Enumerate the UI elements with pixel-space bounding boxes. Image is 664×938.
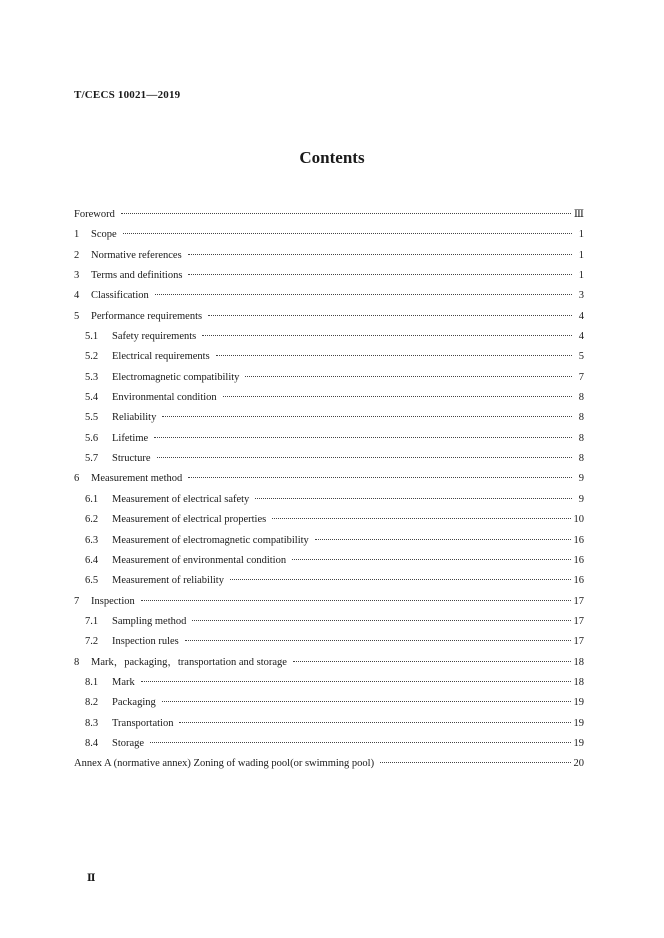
toc-entry[interactable] [74, 327, 584, 347]
toc-entry-number: 6.1 [85, 493, 99, 505]
page-number: Ⅱ [87, 873, 96, 884]
dot-leader [179, 722, 570, 723]
toc-entry-title: Reliability [112, 412, 157, 424]
table-of-contents [74, 205, 584, 775]
dot-leader [272, 518, 570, 519]
dot-leader [208, 315, 572, 316]
toc-entry-number: 8.2 [85, 697, 99, 709]
toc-entry-number: 2 [74, 249, 80, 261]
toc-entry-number: 5.5 [85, 412, 99, 424]
toc-entry[interactable] [74, 368, 584, 388]
toc-entry[interactable] [74, 490, 584, 510]
toc-entry-title: Structure [112, 453, 151, 465]
toc-entry-page: 19 [573, 737, 584, 749]
dot-leader [154, 437, 572, 438]
toc-entry-page: 9 [578, 493, 584, 505]
toc-entry[interactable] [74, 551, 584, 571]
dot-leader [216, 355, 572, 356]
toc-entry-page: 8 [578, 412, 584, 424]
toc-entry[interactable] [74, 307, 584, 327]
toc-entry-number: 8.3 [85, 717, 99, 729]
toc-entry-page: 1 [578, 229, 584, 241]
toc-entry[interactable] [74, 653, 584, 673]
dot-leader [121, 213, 571, 214]
toc-entry[interactable] [74, 612, 584, 632]
toc-entry-title: Terms and definitions [91, 270, 183, 282]
dot-leader [162, 416, 572, 417]
dot-leader [150, 742, 570, 743]
dot-leader [202, 335, 572, 336]
toc-entry-page: 7 [578, 371, 584, 383]
toc-entry[interactable] [74, 347, 584, 367]
toc-entry-title: Electrical requirements [112, 351, 210, 363]
toc-entry-page: 19 [573, 697, 584, 709]
toc-entry-number: 8 [74, 656, 80, 668]
toc-entry-title: Sampling method [112, 615, 187, 627]
dot-leader [123, 233, 572, 234]
dot-leader [141, 681, 571, 682]
toc-entry[interactable] [74, 266, 584, 286]
toc-entry-number: 8.1 [85, 676, 99, 688]
toc-entry-page: 18 [573, 676, 584, 688]
toc-entry-page: 18 [573, 656, 584, 668]
dot-leader [245, 376, 572, 377]
toc-entry-number: 4 [74, 290, 80, 302]
toc-entry-page: 1 [578, 249, 584, 261]
toc-entry-title: Environmental condition [112, 392, 217, 404]
toc-entry-number: 5 [74, 310, 80, 322]
toc-entry-page: 8 [578, 453, 584, 465]
dot-leader [192, 620, 570, 621]
dot-leader [188, 254, 572, 255]
toc-entry[interactable] [74, 632, 584, 652]
toc-entry[interactable] [74, 388, 584, 408]
toc-entry-title: Mark，packaging，transportation and storage [91, 656, 287, 668]
dot-leader [157, 457, 573, 458]
toc-entry-number: 6.2 [85, 514, 99, 526]
toc-entry-page: 10 [573, 514, 584, 526]
toc-entry-title: Measurement of electrical safety [112, 493, 250, 505]
toc-entry[interactable] [74, 469, 584, 489]
toc-entry-page: Ⅲ [573, 209, 584, 220]
toc-entry-title: Measurement method [91, 473, 183, 485]
toc-entry-title: Inspection rules [112, 636, 179, 648]
toc-entry[interactable] [74, 531, 584, 551]
dot-leader [315, 539, 571, 540]
toc-entry-number: 5.3 [85, 371, 99, 383]
toc-entry-page: 5 [578, 351, 584, 363]
toc-entry-number: 5.7 [85, 453, 99, 465]
document-code: T/CECS 10021—2019 [74, 89, 181, 101]
toc-entry-number: 6.3 [85, 534, 99, 546]
toc-entry-page: 9 [578, 473, 584, 485]
toc-entry-number: 5.6 [85, 432, 99, 444]
dot-leader [185, 640, 571, 641]
dot-leader [162, 701, 571, 702]
toc-entry-number: 6.4 [85, 554, 99, 566]
toc-entry-title: Measurement of electromagnetic compatibility [112, 534, 309, 546]
toc-entry[interactable] [74, 225, 584, 245]
toc-entry-number: 7.1 [85, 615, 99, 627]
toc-entry-page: 17 [573, 636, 584, 648]
toc-entry-page: 1 [578, 270, 584, 282]
toc-entry[interactable] [74, 592, 584, 612]
toc-entry-title: Packaging [112, 697, 156, 709]
toc-entry-number: 5.4 [85, 392, 99, 404]
toc-entry-number: 1 [74, 229, 80, 241]
toc-entry-title: Foreword [74, 209, 115, 220]
dot-leader [188, 274, 572, 275]
toc-entry-page: 8 [578, 392, 584, 404]
toc-entry-title: Classification [91, 290, 149, 302]
toc-entry-title: Transportation [112, 717, 174, 729]
toc-entry-number: 3 [74, 270, 80, 282]
dot-leader [188, 477, 572, 478]
toc-entry[interactable] [74, 408, 584, 428]
toc-entry-title: Electromagnetic compatibility [112, 371, 240, 383]
dot-leader [292, 559, 570, 560]
toc-entry-page: 16 [573, 575, 584, 587]
toc-entry[interactable] [74, 571, 584, 591]
toc-entry-title: Safety requirements [112, 331, 197, 343]
toc-entry-number: 6 [74, 473, 80, 485]
toc-entry[interactable] [74, 734, 584, 754]
page-title: Contents [299, 148, 365, 167]
toc-entry-page: 16 [573, 534, 584, 546]
toc-entry[interactable] [74, 286, 584, 306]
toc-entry-number: 7.2 [85, 636, 99, 648]
dot-leader [230, 579, 571, 580]
toc-entry[interactable] [74, 693, 584, 713]
toc-entry[interactable] [74, 205, 584, 225]
toc-entry-page: 20 [573, 758, 584, 770]
dot-leader [223, 396, 572, 397]
toc-entry-number: 8.4 [85, 737, 99, 749]
toc-entry[interactable] [74, 510, 584, 530]
dot-leader [141, 600, 571, 601]
toc-entry-page: 4 [578, 310, 584, 322]
toc-entry-title: Mark [112, 676, 135, 688]
toc-entry[interactable] [74, 673, 584, 693]
toc-entry-title: Measurement of reliability [112, 575, 224, 587]
toc-entry-page: 3 [578, 290, 584, 302]
toc-entry-title: Scope [91, 229, 117, 241]
toc-entry[interactable] [74, 246, 584, 266]
toc-entry-page: 4 [578, 331, 584, 343]
dot-leader [155, 294, 572, 295]
dot-leader [255, 498, 572, 499]
toc-entry-page: 17 [573, 615, 584, 627]
toc-entry-page: 8 [578, 432, 584, 444]
toc-entry[interactable] [74, 754, 584, 774]
toc-entry[interactable] [74, 449, 584, 469]
dot-leader [293, 661, 571, 662]
toc-entry[interactable] [74, 429, 584, 449]
toc-entry-number: 5.2 [85, 351, 99, 363]
toc-entry-page: 16 [573, 554, 584, 566]
toc-entry-title: Normative references [91, 249, 182, 261]
toc-entry-title: Measurement of environmental condition [112, 554, 287, 566]
toc-entry-page: 19 [573, 717, 584, 729]
toc-entry-page: 17 [573, 595, 584, 607]
toc-entry-title: Storage [112, 737, 145, 749]
toc-entry-number: 5.1 [85, 331, 99, 343]
dot-leader [380, 762, 570, 763]
toc-entry-title: Measurement of electrical properties [112, 514, 267, 526]
toc-entry-number: 7 [74, 595, 80, 607]
toc-entry-title: Inspection [91, 595, 135, 607]
toc-entry[interactable] [74, 714, 584, 734]
toc-entry-title: Lifetime [112, 432, 149, 444]
toc-entry-title: Annex A (normative annex) Zoning of wading pool(or swimming pool) [74, 758, 375, 770]
toc-entry-title: Performance requirements [91, 310, 203, 322]
toc-entry-number: 6.5 [85, 575, 99, 587]
